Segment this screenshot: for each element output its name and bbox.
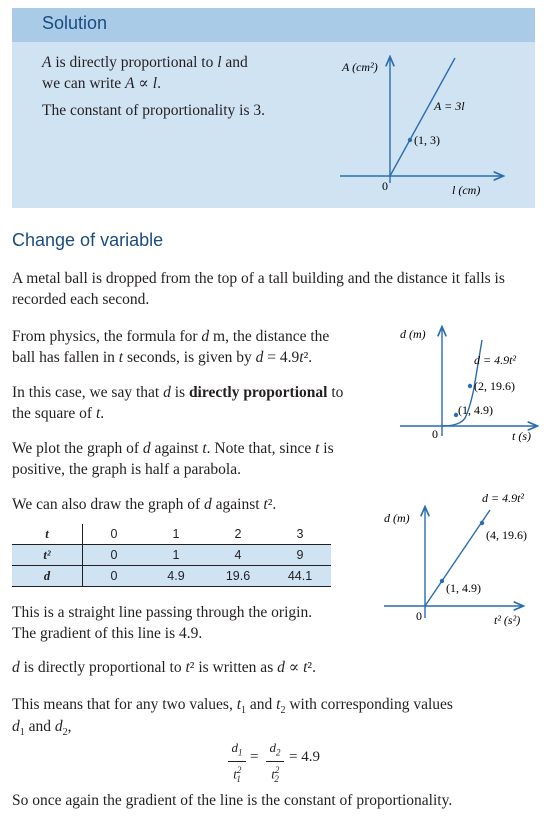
solution-graph — [322, 48, 535, 208]
point-label: (1, 4.9) — [458, 403, 493, 417]
table-row — [12, 545, 331, 566]
table-cell: 4 — [207, 545, 269, 566]
x-axis-label: t² (s²) — [494, 613, 521, 627]
point-label: (1, 3) — [414, 133, 440, 147]
table-row — [12, 566, 331, 587]
y-axis-label: A (cm²) — [342, 60, 378, 74]
solution-box — [12, 8, 535, 208]
straight-line-1: This is a straight line passing through the origin. — [12, 604, 313, 621]
series-label: A = 3l — [434, 99, 465, 113]
series-line — [390, 58, 455, 176]
table-row — [12, 524, 331, 545]
table-cell: 1 — [145, 524, 207, 545]
solution-line-3: The constant of proportionality is 3. — [42, 102, 265, 119]
origin-label: 0 — [382, 179, 388, 193]
point-label: (1, 4.9) — [446, 581, 481, 595]
table-header: t² — [12, 545, 83, 566]
table-cell: 3 — [269, 524, 331, 545]
straight-line-2: The gradient of this line is 4.9. — [12, 625, 203, 642]
equation-value: = 4.9 — [289, 749, 320, 765]
prop-line-2: the square of t. — [12, 405, 105, 422]
fraction-2: $d_2$ $t^2_2$ — [266, 740, 284, 787]
y-axis-label: d (m) — [384, 511, 410, 525]
table-cell: 0 — [83, 566, 146, 587]
written-as: d is directly proportional to t² is written as d ∝ t². — [12, 659, 316, 676]
table-cell: 4.9 — [145, 566, 207, 587]
means-line-1: This means that for any two values, $t_1$ and $t_2$ with corresponding values — [12, 696, 453, 717]
plot-line-1: We plot the graph of d against t. Note that, since t is — [12, 440, 334, 457]
conclusion: So once again the gradient of the line is the constant of proportionality. — [12, 792, 453, 809]
series-label: d = 4.9t² — [474, 353, 517, 367]
formula-line-1: From physics, the formula for d m, the distance the — [12, 328, 330, 345]
table-cell: 0 — [83, 524, 146, 545]
data-table — [12, 524, 331, 587]
solution-line-1: A is directly proportional to l and — [42, 54, 248, 71]
means-line-2: $d_1$ and $d_2$, — [12, 718, 72, 739]
data-point — [408, 138, 412, 142]
table-header: t — [12, 524, 83, 545]
table-cell: 9 — [269, 545, 331, 566]
x-axis-label: l (cm) — [452, 183, 481, 197]
series-label: d = 4.9t² — [482, 491, 525, 505]
linear-graph — [382, 488, 544, 638]
point-label: (2, 19.6) — [474, 379, 515, 393]
parabola-graph — [390, 318, 540, 448]
table-cell: 44.1 — [269, 566, 331, 587]
x-axis-label: t (s) — [512, 429, 531, 443]
table-header: d — [12, 566, 83, 587]
plot-line-2: positive, the graph is half a parabola. — [12, 461, 241, 478]
table-cell: 0 — [83, 545, 146, 566]
table-cell: 19.6 — [207, 566, 269, 587]
point-label: (4, 19.6) — [486, 528, 527, 542]
solution-header — [12, 8, 535, 42]
data-point — [480, 521, 484, 525]
solution-line-2: we can write A ∝ l. — [42, 75, 161, 92]
equals-sign: = — [250, 749, 259, 765]
formula-line-2: ball has fallen in t seconds, is given by d = 4.9t². — [12, 349, 313, 366]
table-cell: 1 — [145, 545, 207, 566]
data-point — [468, 384, 472, 388]
also-text: We can also draw the graph of d against t². — [12, 496, 277, 513]
table-cell: 2 — [207, 524, 269, 545]
origin-label: 0 — [416, 609, 422, 623]
intro-paragraph: A metal ball is dropped from the top of a tall building and the distance it falls is recorded each second. — [12, 270, 505, 308]
section-title: Change of variable — [12, 230, 164, 250]
prop-line-1: In this case, we say that d is directly proportional to — [12, 384, 344, 401]
fraction-1: $d_1$ $t^2_1$ — [228, 740, 246, 787]
y-axis-label: d (m) — [400, 327, 426, 341]
solution-title: Solution — [42, 13, 108, 33]
origin-label: 0 — [432, 427, 438, 441]
data-point — [440, 579, 444, 583]
